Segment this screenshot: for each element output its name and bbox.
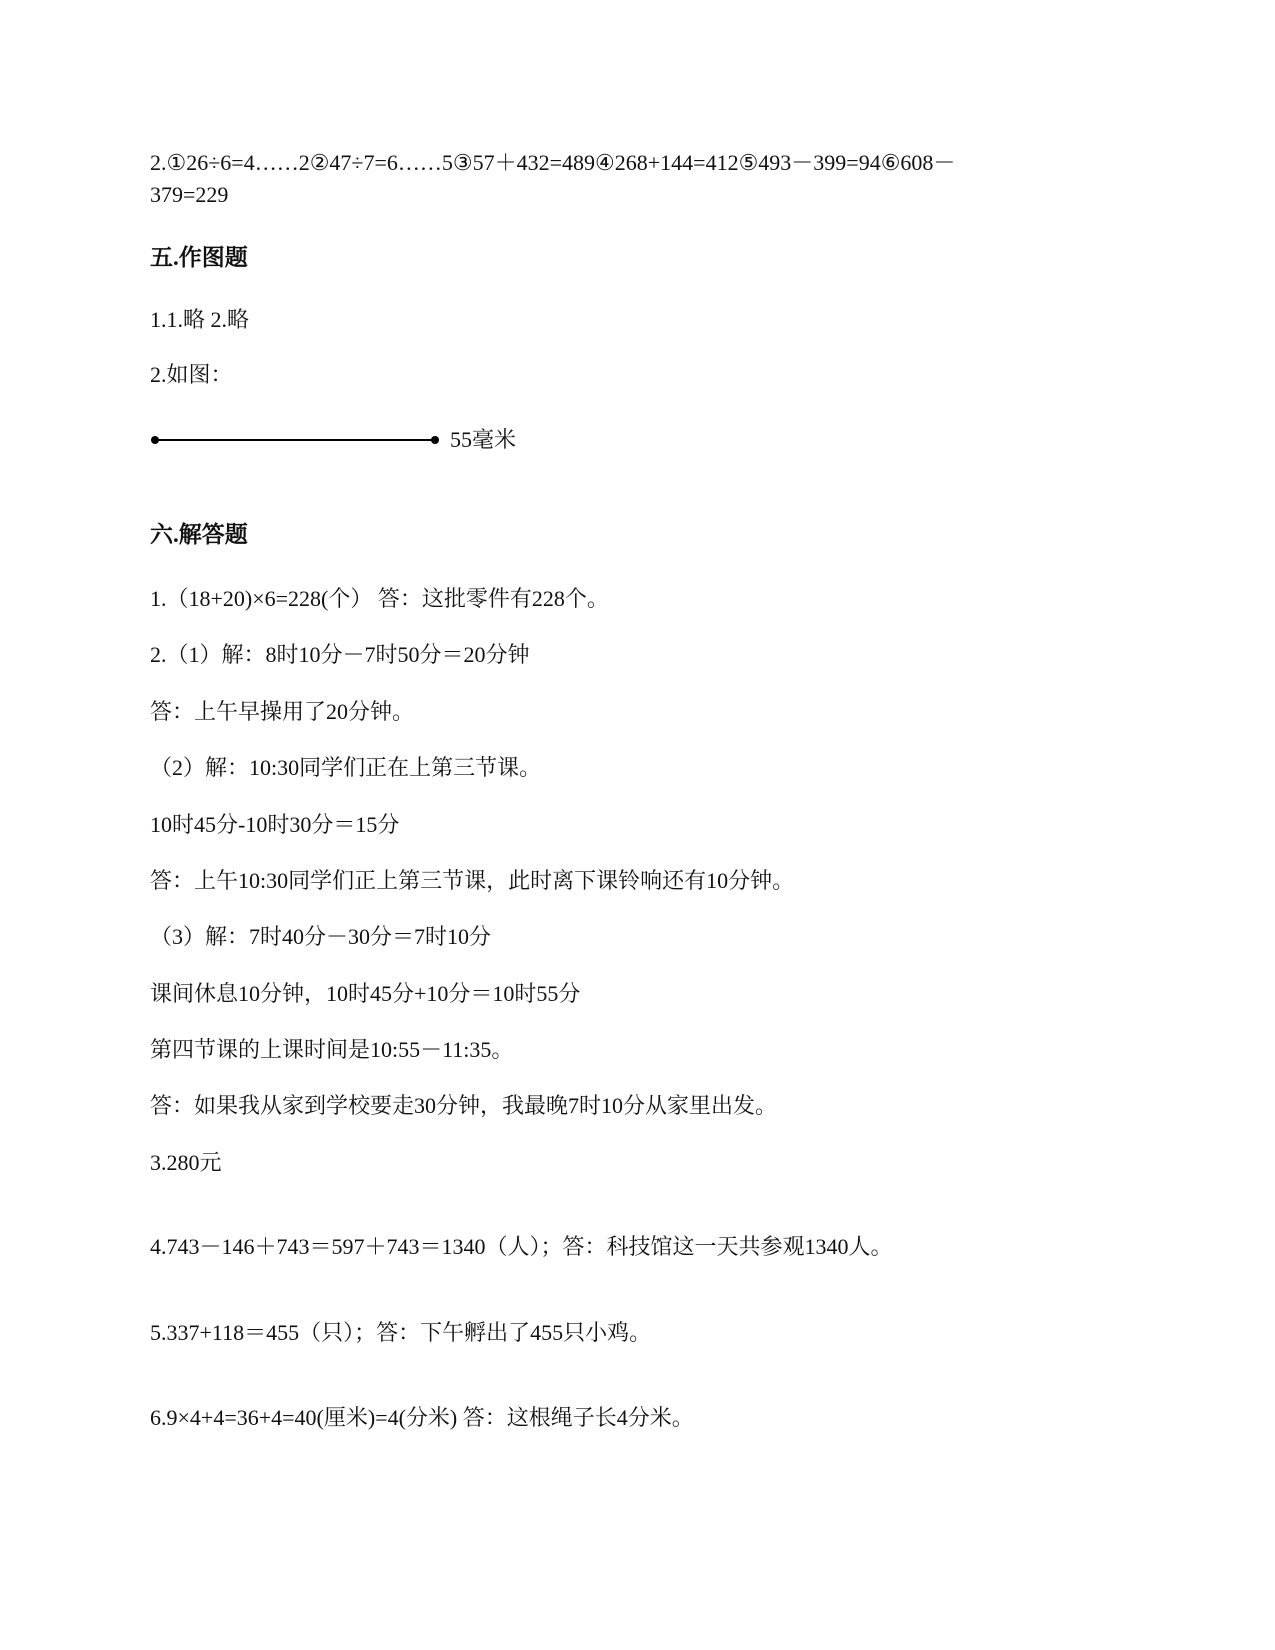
- segment-endpoint-start: [151, 436, 159, 444]
- line-segment-figure: [150, 424, 530, 456]
- section6-item2-part1: 2.（1）解：8时10分－7时50分＝20分钟: [150, 642, 530, 667]
- q4-2-answer-line1: 2.①26÷6=4……2②47÷7=6……5③57＋432=489④268+144=412⑤493－399=94⑥608－: [150, 150, 956, 175]
- section6-heading: 六.解答题: [150, 522, 248, 547]
- section6-item2-answer1: 答：上午早操用了20分钟。: [150, 699, 415, 724]
- section6-item6: 6.9×4+4=36+4=40(厘米)=4(分米) 答：这根绳子长4分米。: [150, 1405, 694, 1430]
- section6-item2-calc3: 课间休息10分钟，10时45分+10分＝10时55分: [150, 981, 581, 1006]
- section6-item1: 1.（18+20)×6=228(个） 答：这批零件有228个。: [150, 586, 609, 611]
- q4-2-answer-line2: 379=229: [150, 182, 229, 207]
- section5-item2: 2.如图：: [150, 362, 233, 387]
- line-segment-svg: [150, 424, 450, 456]
- section6-item2-schedule: 第四节课的上课时间是10:55－11:35。: [150, 1037, 514, 1062]
- section6-item5: 5.337+118＝455（只）；答：下午孵出了455只小鸡。: [150, 1320, 652, 1345]
- section6-item2-answer2: 答：上午10:30同学们正上第三节课，此时离下课铃响还有10分钟。: [150, 868, 795, 893]
- section6-item2-part2: （2）解：10:30同学们正在上第三节课。: [150, 755, 542, 780]
- section6-item3: 3.280元: [150, 1150, 222, 1175]
- section5-heading: 五.作图题: [150, 245, 248, 270]
- section6-item4: 4.743－146＋743＝597＋743＝1340（人）；答：科技馆这一天共参观1340人。: [150, 1234, 893, 1259]
- section6-item2-answer3: 答：如果我从家到学校要走30分钟，我最晚7时10分从家里出发。: [150, 1093, 778, 1118]
- section6-item2-part3: （3）解：7时40分－30分＝7时10分: [150, 924, 492, 949]
- segment-length-label: 55毫米: [450, 427, 517, 452]
- section5-item1: 1.1.略 2.略: [150, 307, 250, 332]
- section6-item2-calc2: 10时45分-10时30分＝15分: [150, 812, 400, 837]
- segment-endpoint-end: [431, 436, 439, 444]
